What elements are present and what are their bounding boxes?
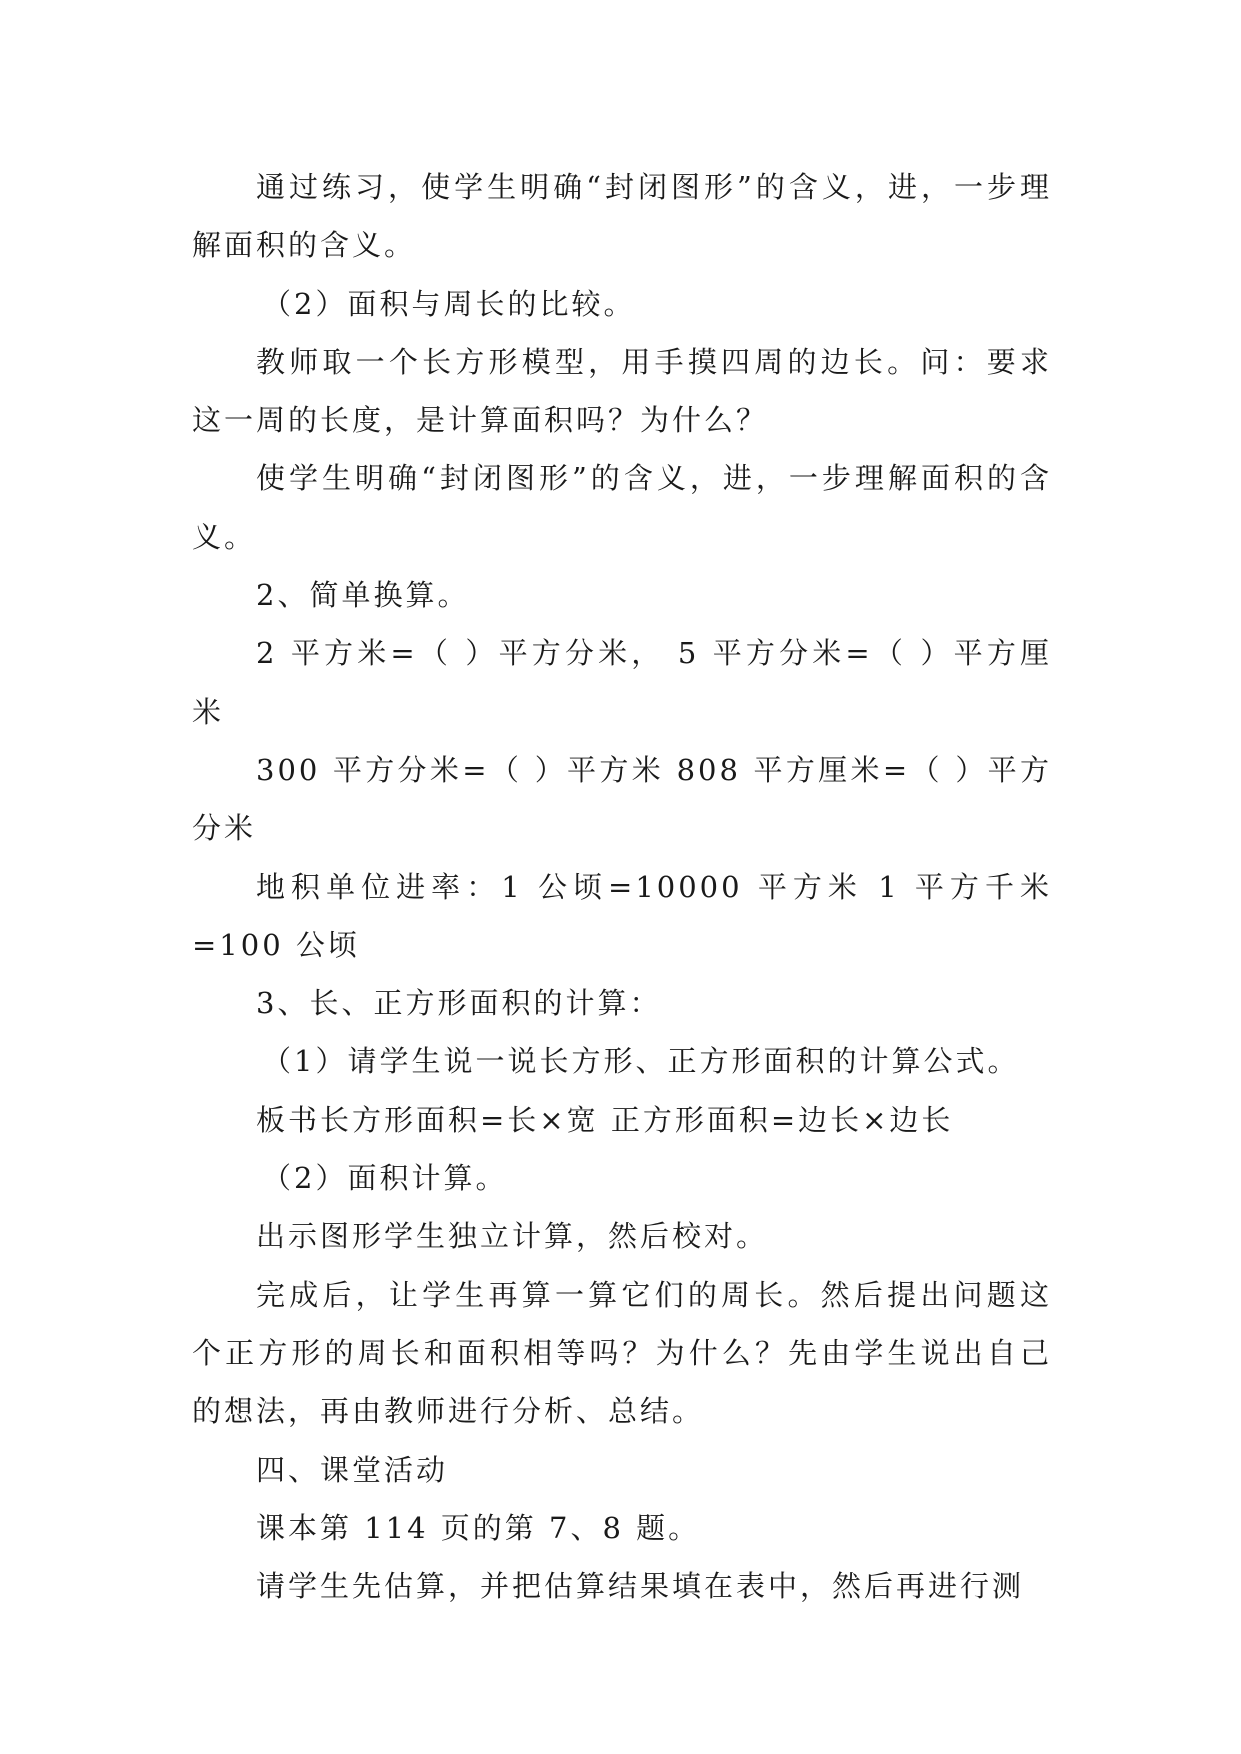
paragraph: 完成后，让学生再算一算它们的周长。然后提出问题这个正方形的周长和面积相等吗？为什么？先由学生说出自己的想法，再由教师进行分析、总结。 xyxy=(192,1277,1052,1429)
section-heading: 2、简单换算。 xyxy=(256,578,470,613)
section-heading: 3、长、正方形面积的计算： xyxy=(256,986,662,1021)
document-body xyxy=(192,158,1052,1615)
paragraph: 地积单位进率：1 公顷=10000 平方米 1 平方千米=100 公顷 xyxy=(192,869,1052,962)
subheading: （2）面积计算。 xyxy=(262,1161,508,1196)
section-heading: 四、课堂活动 xyxy=(256,1452,449,1487)
subheading: （1）请学生说一说长方形、正方形面积的计算公式。 xyxy=(262,1044,1020,1079)
formula-line: 板书长方形面积=长×宽 正方形面积=边长×边长 xyxy=(256,1102,954,1137)
exercise-line: 2 平方米=（ ）平方分米， 5 平方分米=（ ）平方厘米 xyxy=(192,636,1052,729)
paragraph: 教师取一个长方形模型，用手摸四周的边长。问：要求这一周的长度，是计算面积吗？为什么？ xyxy=(192,344,1052,438)
paragraph: 课本第 114 页的第 7、8 题。 xyxy=(256,1510,701,1545)
paragraph: 使学生明确“封闭图形”的含义，进，一步理解面积的含义。 xyxy=(192,461,1052,554)
paragraph: 出示图形学生独立计算，然后校对。 xyxy=(256,1219,769,1254)
paragraph: 通过练习，使学生明确“封闭图形”的含义，进，一步理解面积的含义。 xyxy=(192,170,1052,263)
paragraph: 请学生先估算，并把估算结果填在表中，然后再进行测 xyxy=(256,1569,1025,1604)
subheading: （2）面积与周长的比较。 xyxy=(262,286,636,321)
exercise-line: 300 平方分米=（ ）平方米 808 平方厘米=（ ）平方分米 xyxy=(192,752,1052,846)
